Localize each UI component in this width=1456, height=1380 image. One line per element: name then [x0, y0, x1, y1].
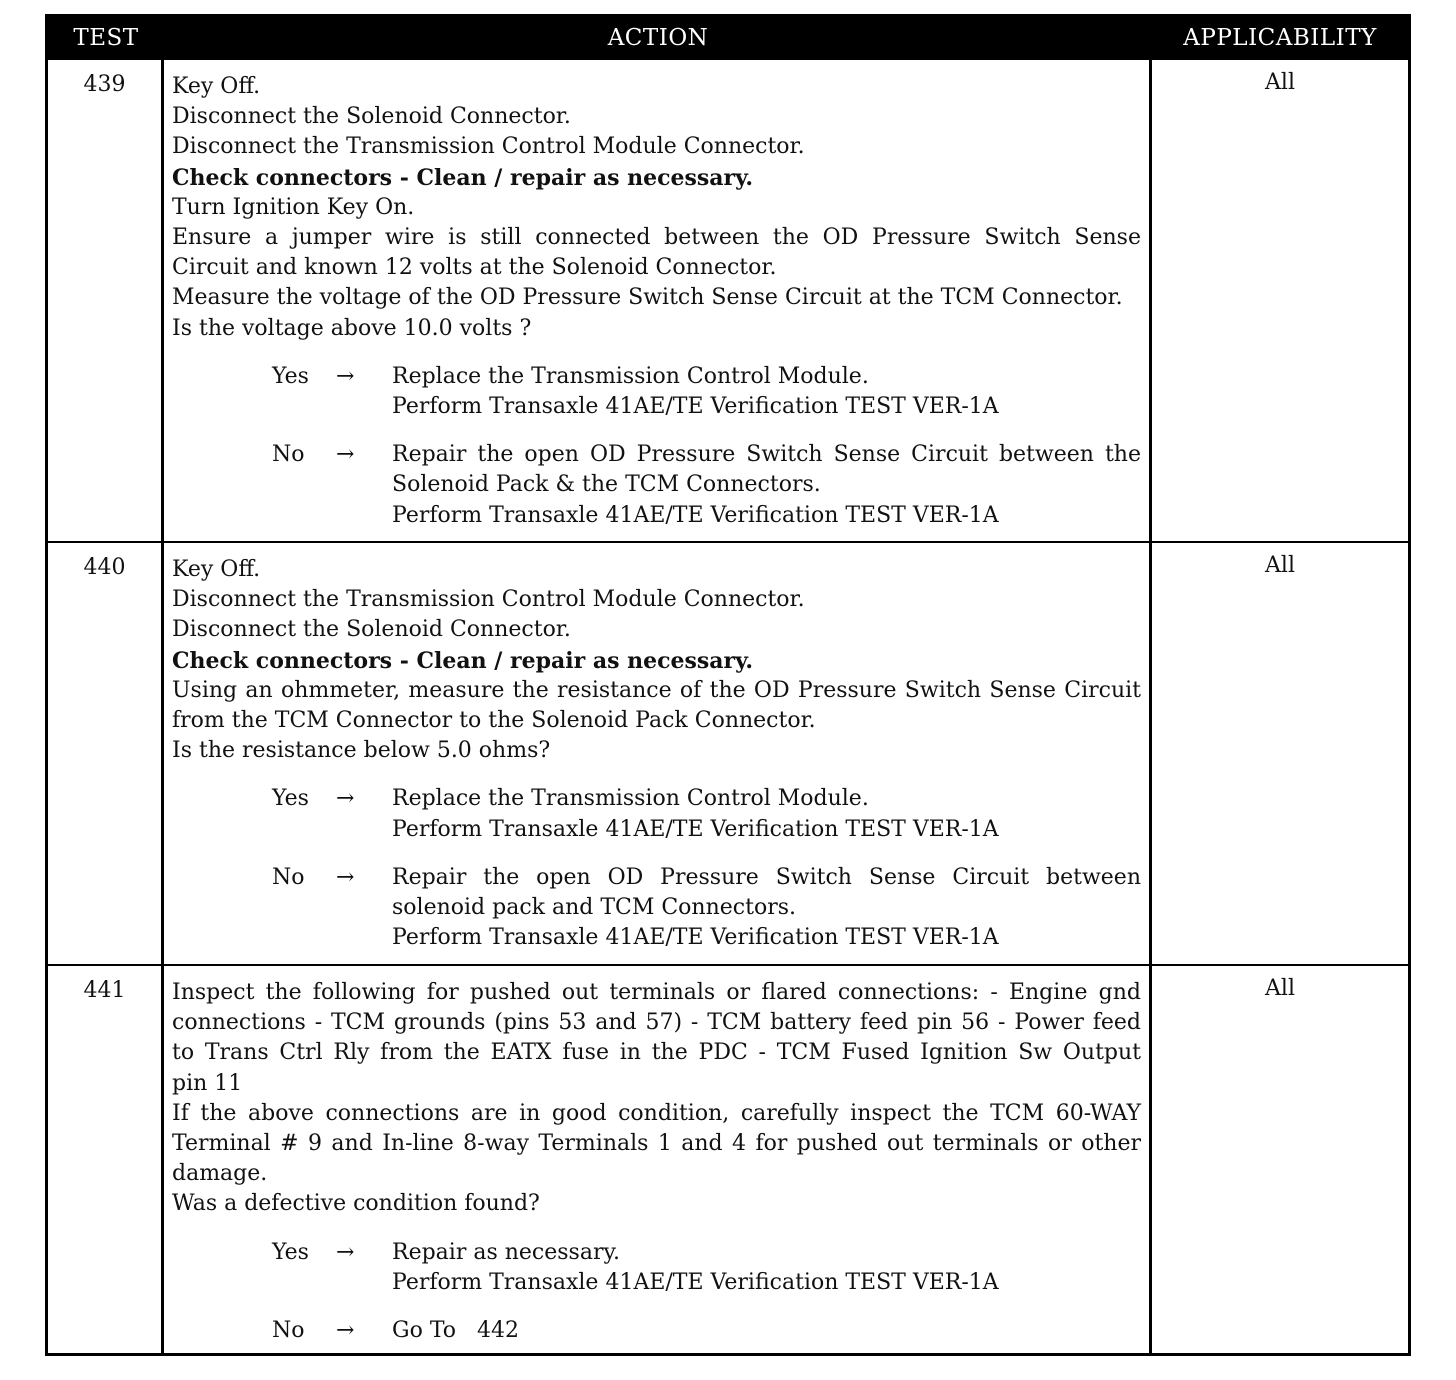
outcome-yes [172, 784, 1141, 844]
header-action: ACTION [607, 24, 709, 51]
outcome-line: Solenoid Pack & the TCM Connectors. [392, 472, 821, 498]
applicability-cell: All [1265, 70, 1295, 95]
outcome-line: Repair the open OD Pressure Switch Sense Circuit between [392, 864, 1141, 890]
action-line: Inspect the following for pushed out terminals or flared connections: - Engine gnd [172, 980, 1141, 1005]
action-line: Disconnect the Transmission Control Module Connector. [172, 134, 805, 160]
action-line: Is the resistance below 5.0 ohms? [172, 738, 551, 764]
outcome-no [172, 863, 1141, 954]
outcome-label: Yes [272, 363, 309, 389]
arrow-right-icon: → [336, 1239, 355, 1265]
action-line: If the above connections are in good condition, carefully inspect the TCM 60-WAY [172, 1100, 1141, 1126]
arrow-right-icon: → [336, 442, 355, 468]
action-line: Terminal # 9 and In-line 8-way Terminals 1 and 4 for pushed out terminals or other [172, 1131, 1141, 1157]
outcome-body [392, 362, 1141, 422]
action-line: Is the voltage above 10.0 volts ? [172, 315, 532, 341]
outcome-label: Yes [272, 786, 309, 812]
action-line: Key Off. [172, 557, 261, 582]
outcome-body [392, 784, 1141, 844]
action-line: Disconnect the Solenoid Connector. [172, 104, 571, 130]
action-cell [164, 60, 1152, 541]
outcome-label: No [272, 442, 305, 468]
outcome-line: Replace the Transmission Control Module. [392, 363, 869, 389]
outcome-no [172, 1316, 1141, 1346]
action-line: from the TCM Connector to the Solenoid Pack Connector. [172, 708, 816, 734]
outcome-label: Yes [272, 1239, 309, 1265]
outcome-line: Perform Transaxle 41AE/TE Verification TEST VER-1A [392, 394, 999, 420]
outcome-body [392, 1316, 1141, 1346]
outcome-yes [172, 1238, 1141, 1298]
action-cell [164, 543, 1152, 964]
outcome-body [392, 440, 1141, 531]
action-line: Ensure a jumper wire is still connected between the OD Pressure Switch Sense [172, 225, 1141, 251]
outcome-line: Replace the Transmission Control Module. [392, 786, 869, 812]
table-header [48, 17, 1408, 58]
arrow-right-icon: → [336, 1318, 355, 1344]
header-test: TEST [73, 24, 139, 51]
outcome-line: Go To 442 [392, 1318, 519, 1344]
action-cell [164, 966, 1152, 1353]
action-line: connections - TCM grounds (pins 53 and 57) - TCM battery feed pin 56 - Power feed [172, 1010, 1141, 1036]
action-line: Turn Ignition Key On. [172, 194, 415, 220]
outcome-body [392, 1238, 1141, 1298]
test-row-440 [48, 541, 1408, 964]
outcome-yes [172, 362, 1141, 422]
action-line: pin 11 [172, 1070, 243, 1096]
action-line: Circuit and known 12 volts at the Solenoid Connector. [172, 255, 777, 281]
test-number: 441 [48, 966, 164, 1353]
applicability-cell: All [1265, 553, 1295, 578]
outcome-line: Perform Transaxle 41AE/TE Verification TEST VER-1A [392, 925, 999, 951]
action-line: Was a defective condition found? [172, 1191, 540, 1217]
test-row-441 [48, 964, 1408, 1353]
action-line: to Trans Ctrl Rly from the EATX fuse in the PDC - TCM Fused Ignition Sw Output [172, 1040, 1141, 1066]
outcome-label: No [272, 864, 305, 890]
outcome-line: Repair the open OD Pressure Switch Sense Circuit between the [392, 442, 1141, 468]
outcome-line: Repair as necessary. [392, 1239, 620, 1265]
outcome-line: solenoid pack and TCM Connectors. [392, 895, 796, 921]
header-applicability: APPLICABILITY [1183, 24, 1377, 51]
test-number: 439 [48, 60, 164, 541]
action-line: Disconnect the Transmission Control Module Connector. [172, 587, 805, 613]
action-line: Measure the voltage of the OD Pressure Switch Sense Circuit at the TCM Connector. [172, 285, 1123, 311]
action-line: damage. [172, 1161, 268, 1187]
outcome-no [172, 440, 1141, 531]
diagnostic-test-table [45, 14, 1411, 1356]
outcome-label: No [272, 1318, 305, 1344]
test-row-439 [48, 58, 1408, 541]
outcome-line: Perform Transaxle 41AE/TE Verification TEST VER-1A [392, 1269, 999, 1295]
outcome-line: Perform Transaxle 41AE/TE Verification TEST VER-1A [392, 816, 999, 842]
test-number: 440 [48, 543, 164, 964]
arrow-right-icon: → [336, 786, 355, 812]
action-line-bold: Check connectors - Clean / repair as necessary. [172, 164, 754, 191]
outcome-body [392, 863, 1141, 954]
arrow-right-icon: → [336, 363, 355, 389]
applicability-cell: All [1265, 976, 1295, 1001]
action-line: Using an ohmmeter, measure the resistance of the OD Pressure Switch Sense Circuit [172, 677, 1141, 703]
action-line: Key Off. [172, 74, 261, 99]
action-line-bold: Check connectors - Clean / repair as necessary. [172, 647, 754, 674]
action-line: Disconnect the Solenoid Connector. [172, 617, 571, 643]
outcome-line: Perform Transaxle 41AE/TE Verification TEST VER-1A [392, 502, 999, 528]
arrow-right-icon: → [336, 864, 355, 890]
